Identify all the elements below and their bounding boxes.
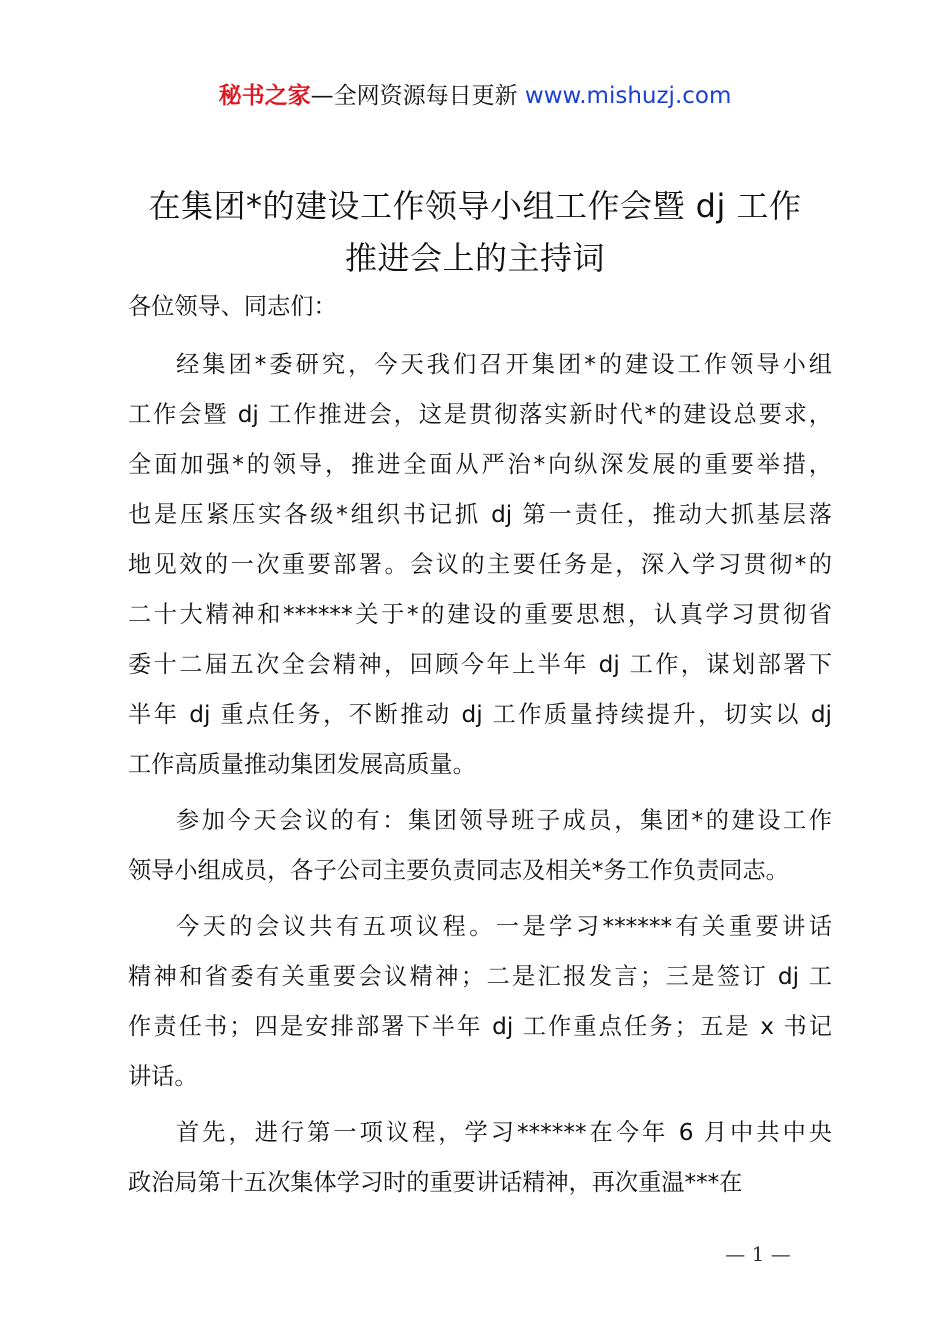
paragraph-line: 经集团*委研究，今天我们召开集团*的建设工作领导小组 <box>176 351 832 378</box>
document-title <box>100 180 850 284</box>
title-line-2: 推进会上的主持词 <box>344 239 605 277</box>
brand-name: 秘书之家 <box>218 83 311 109</box>
paragraph-line: 委十二届五次全会精神，回顾今年上半年 dj 工作，谋划部署下 <box>128 651 832 678</box>
paragraph-line: 半年 dj 重点任务，不断推动 dj 工作质量持续提升，切实以 dj <box>128 701 832 728</box>
site-header <box>0 80 950 112</box>
paragraph-line: 工作会暨 dj 工作推进会，这是贯彻落实新时代*的建设总要求， <box>128 401 832 428</box>
paragraph <box>128 340 832 790</box>
page-number: — 1 — <box>725 1242 791 1266</box>
paragraph <box>128 796 832 896</box>
paragraph-line: 讲话。 <box>128 1063 198 1090</box>
header-url-link[interactable]: www.mishuzj.com <box>524 83 732 109</box>
paragraph-line: 精神和省委有关重要会议精神；二是汇报发言；三是签订 dj 工 <box>128 963 832 990</box>
header-slogan: —全网资源每日更新 <box>310 83 518 109</box>
paragraph-line: 首先，进行第一项议程，学习******在今年 6 月中共中央 <box>176 1119 832 1146</box>
paragraph-line: 作责任书；四是安排部署下半年 dj 工作重点任务；五是 x 书记 <box>128 1013 832 1040</box>
paragraph-line: 地见效的一次重要部署。会议的主要任务是，深入学习贯彻*的 <box>128 551 832 578</box>
paragraph-list <box>128 340 832 1208</box>
salutation: 各位领导、同志们： <box>128 293 337 320</box>
document-body <box>128 282 832 1214</box>
title-line-1: 在集团*的建设工作领导小组工作会暨 dj 工作 <box>148 187 802 225</box>
paragraph <box>128 902 832 1102</box>
paragraph-line: 领导小组成员，各子公司主要负责同志及相关*务工作负责同志。 <box>128 857 789 884</box>
paragraph-line: 参加今天会议的有：集团领导班子成员，集团*的建设工作 <box>176 807 832 834</box>
paragraph <box>128 1108 832 1208</box>
paragraph-line: 今天的会议共有五项议程。一是学习******有关重要讲话 <box>176 913 832 940</box>
paragraph-line: 工作高质量推动集团发展高质量。 <box>128 751 476 778</box>
paragraph-line: 政治局第十五次集体学习时的重要讲话精神，再次重温***在 <box>128 1169 743 1196</box>
paragraph-line: 二十大精神和******关于*的建设的重要思想，认真学习贯彻省 <box>128 601 832 628</box>
paragraph-line: 也是压紧压实各级*组织书记抓 dj 第一责任，推动大抓基层落 <box>128 501 832 528</box>
paragraph-line: 全面加强*的领导，推进全面从严治*向纵深发展的重要举措， <box>128 451 832 478</box>
